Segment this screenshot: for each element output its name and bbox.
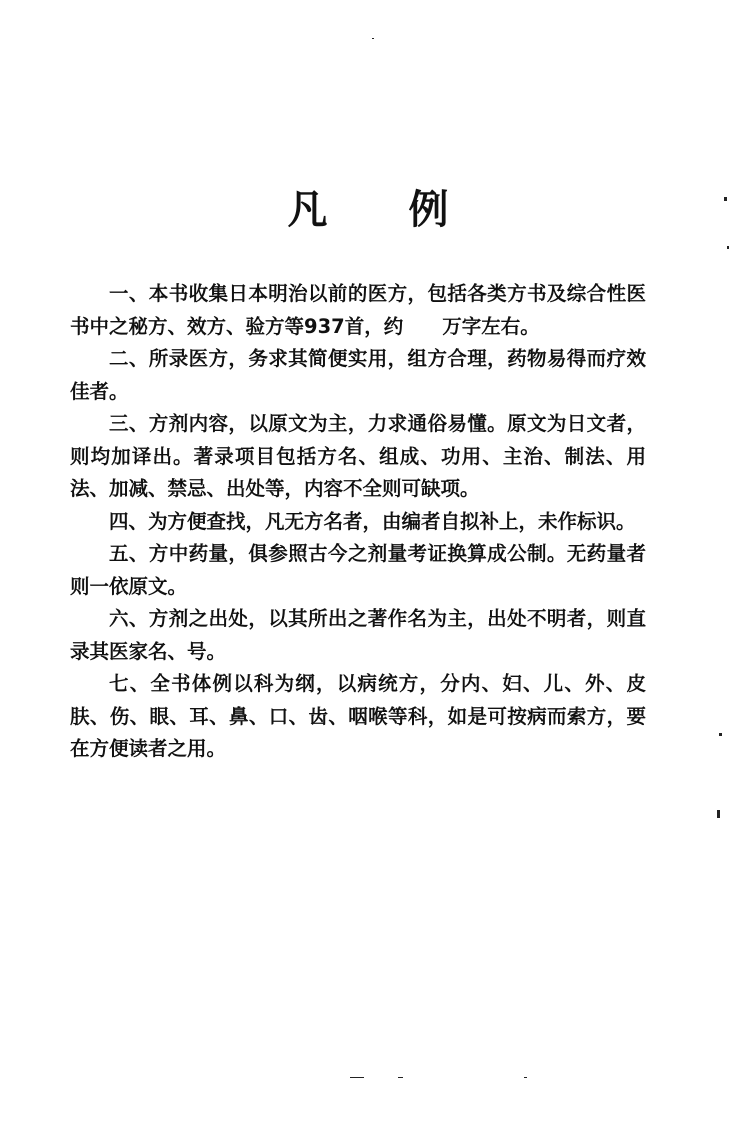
- paragraph-3: 三、方剂内容，以原文为主，力求通俗易懂。原文为日文者，则均加译出。著录项目包括方名、组成、功用、主治、制法、用法、加减、禁忌、出处等，内容不全则可缺项。: [70, 412, 646, 500]
- paragraph-1: 一、本书收集日本明治以前的医方，包括各类方书及综合性医书中之秘方、效方、验方等937首，约 万字左右。: [70, 282, 646, 338]
- paragraph-4: 四、为方便查找，凡无方名者，由编者自拟补上，未作标识。: [109, 509, 636, 533]
- scan-speck: [717, 810, 720, 818]
- title-char-2: 例: [408, 187, 450, 233]
- scan-speck: [719, 733, 722, 736]
- paragraph-2: 二、所录医方，务求其简便实用，组方合理，药物易得而疗效佳者。: [70, 347, 646, 403]
- scan-speck: [724, 197, 727, 201]
- scan-speck: [372, 38, 374, 39]
- scan-speck: [524, 1077, 527, 1078]
- page-title: [0, 178, 737, 235]
- body-text: [70, 278, 646, 766]
- paragraph-6: 六、方剂之出处，以其所出之著作名为主，出处不明者，则直录其医家名、号。: [70, 607, 646, 663]
- paragraph-7: 七、全书体例以科为纲，以病统方，分内、妇、儿、外、皮肤、伤、眼、耳、鼻、口、齿、咽喉等科，如是可按病而索方，要在方便读者之用。: [70, 672, 646, 760]
- title-char-1: 凡: [287, 187, 329, 233]
- scan-speck: [350, 1077, 364, 1078]
- scan-speck: [398, 1077, 403, 1078]
- paragraph-5: 五、方中药量，俱参照古今之剂量考证换算成公制。无药量者则一依原文。: [70, 542, 646, 598]
- scan-speck: [727, 246, 729, 249]
